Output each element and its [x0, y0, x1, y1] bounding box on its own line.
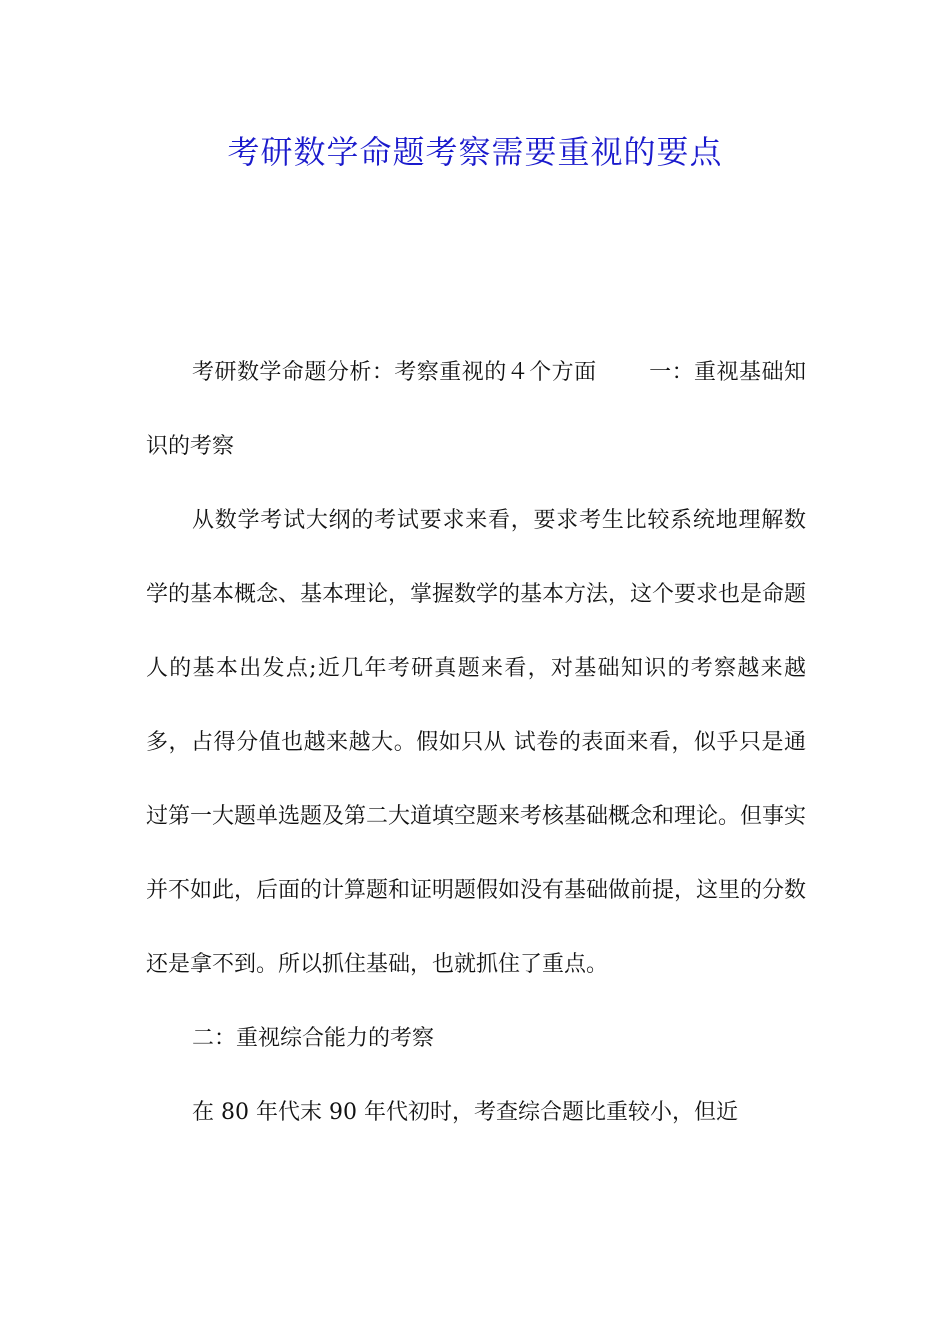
- section-two-heading: 二：重视综合能力的考察: [192, 1026, 435, 1051]
- paragraph-intro: [146, 336, 806, 484]
- section-one-heading: 一：重视基础知识的考察: [146, 360, 806, 459]
- paragraph-basic-knowledge: 从数学考试大纲的考试要求来看，要求考生比较系统地理解数学的基本概念、基本理论，掌握数学的基本方法，这个要求也是命题人的基本出发点;近几年考研真题来看，对基础知识的考察越来越多，占得分值也越来越大。假如只从 试卷的表面来看，似乎只是通过第一大题单选题及第二大道填空题来考核基础概念和理论。但事实并不如此，后面的计算题和证明题假如没有基础做前提，这里的分数还是拿不到。所以抓住基础，也就抓住了重点。: [146, 508, 807, 977]
- document-title: 考研数学命题考察需要重视的要点: [227, 133, 723, 171]
- paragraph-comprehensive-ability: 在 80 年代末 90 年代初时，考查综合题比重较小，但近: [192, 1100, 738, 1125]
- intro-lead: 考研数学命题分析：考察重视的４个方面: [192, 360, 597, 385]
- document-body: [146, 336, 806, 1150]
